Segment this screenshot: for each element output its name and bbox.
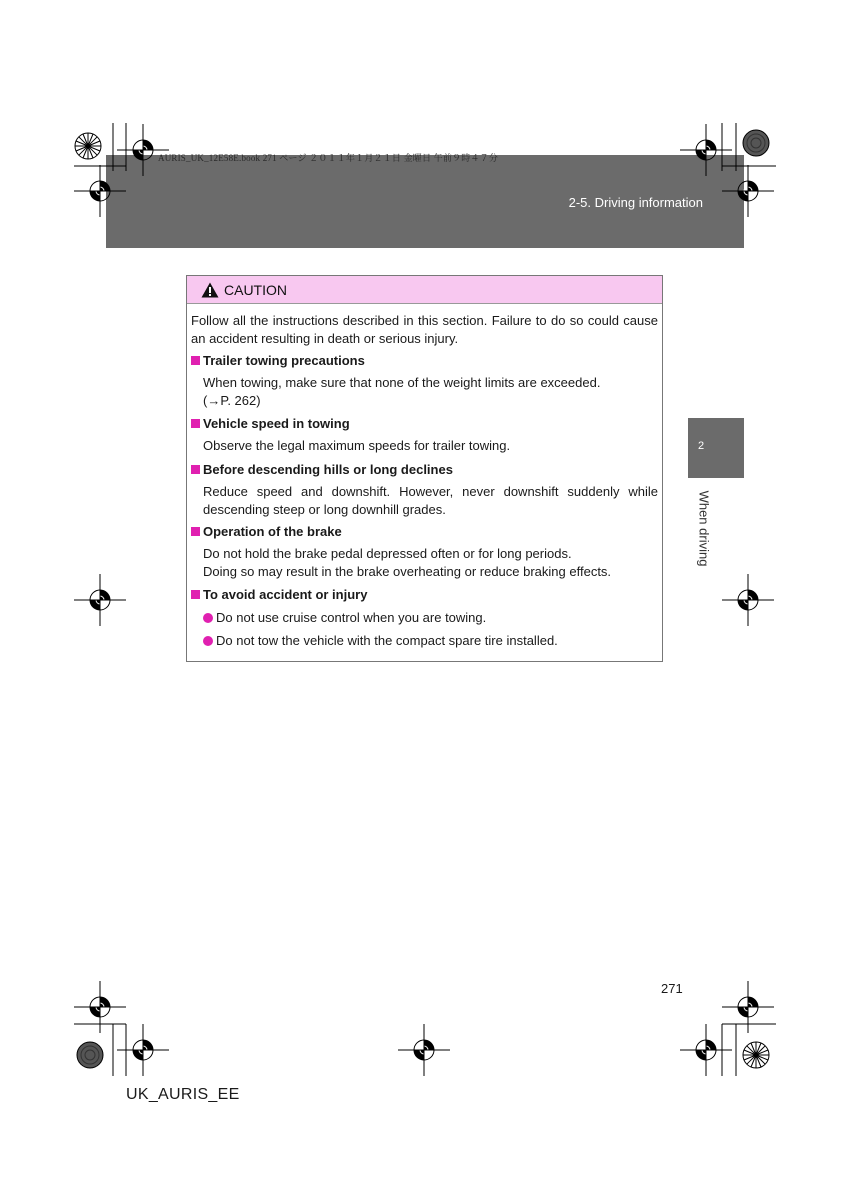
crosshair-mark-icon — [74, 165, 126, 217]
dark-register-mark-icon — [77, 1042, 103, 1068]
page-number: 271 — [661, 981, 683, 996]
dark-register-mark-icon — [743, 130, 769, 156]
section-title: 2-5. Driving information — [568, 195, 703, 210]
caution-intro: Follow all the instructions described in this section. Failure to do so could cause an accident resulting in death or serious injury. — [191, 313, 658, 346]
crosshair-mark-icon — [680, 1024, 732, 1076]
print-info: AURIS_UK_12E58E.book 271 ページ ２０１１年１月２１日 金曜日 午前９時４７分 — [158, 153, 499, 163]
crosshair-mark-icon — [117, 1024, 169, 1076]
section-heading-brake: Operation of the brake — [191, 523, 342, 541]
star-register-mark-icon — [75, 133, 101, 159]
section-heading-vehicle-speed: Vehicle speed in towing — [191, 415, 350, 433]
section-heading-avoid-accident: To avoid accident or injury — [191, 586, 367, 604]
star-register-mark-icon — [743, 1042, 769, 1068]
crosshair-mark-icon — [680, 124, 732, 176]
bullet-item: Do not tow the vehicle with the compact spare tire installed. — [203, 632, 558, 650]
chapter-label: When driving — [696, 490, 712, 567]
section-text: Reduce speed and downshift. However, never downshift suddenly while descending steep or long downhill grades. — [203, 484, 658, 517]
section-text: When towing, make sure that none of the weight limits are exceeded. — [203, 375, 601, 390]
chapter-number: 2 — [698, 440, 705, 452]
section-heading-descending-hills: Before descending hills or long declines — [191, 461, 453, 479]
crosshair-mark-icon — [117, 124, 169, 176]
crosshair-mark-icon — [722, 165, 774, 217]
section-text: Doing so may result in the brake overheating or reduce braking effects. — [203, 564, 612, 579]
crosshair-mark-icon — [74, 574, 126, 626]
crosshair-mark-icon — [722, 574, 774, 626]
section-text: (→P. 262) — [203, 393, 261, 408]
bullet-item: Do not use cruise control when you are towing. — [203, 609, 486, 627]
crosshair-mark-icon — [398, 1024, 450, 1076]
caution-title: CAUTION — [224, 282, 287, 298]
footer-code: UK_AURIS_EE — [126, 1086, 240, 1103]
section-heading-trailer-towing: Trailer towing precautions — [191, 352, 365, 370]
crosshair-mark-icon — [74, 981, 126, 1033]
crosshair-mark-icon — [722, 981, 774, 1033]
section-text: Observe the legal maximum speeds for trailer towing. — [203, 438, 511, 453]
section-text: Do not hold the brake pedal depressed often or for long periods. — [203, 546, 572, 561]
